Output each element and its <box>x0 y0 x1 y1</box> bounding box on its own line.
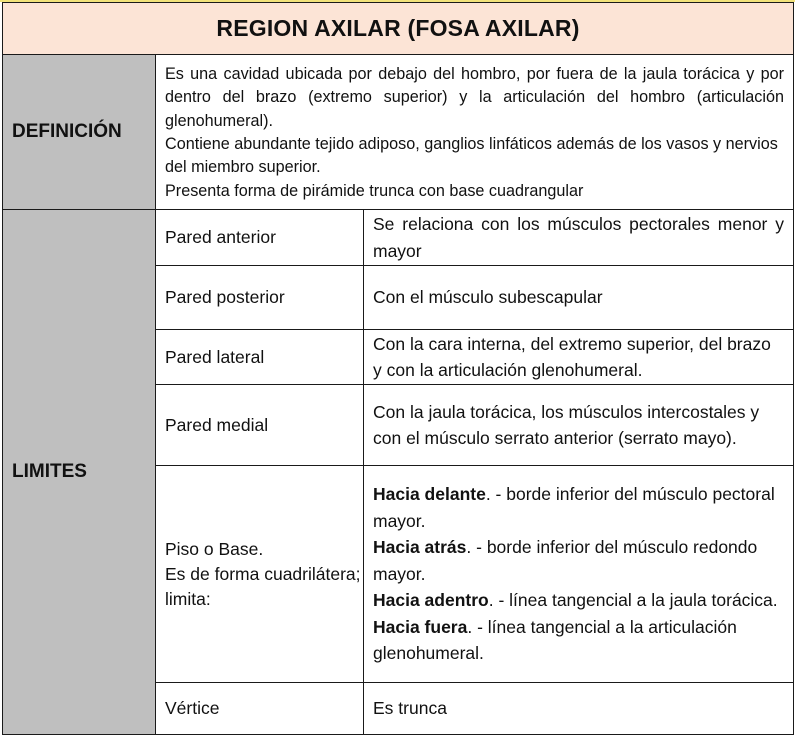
boundary-direction: Hacia delante <box>373 484 486 505</box>
base-name-line: Es de forma cuadrilátera; limita: <box>165 563 361 609</box>
boundary-direction: Hacia atrás <box>373 537 467 558</box>
limit-description: Con la cara interna, del extremo superior, del brazo y con la articulación glenohumeral. <box>364 330 794 385</box>
limit-name: Vértice <box>156 683 364 735</box>
limit-description: Es trunca <box>364 683 794 735</box>
limits-label: LIMITES <box>3 210 156 735</box>
definition-label: DEFINICIÓN <box>3 55 156 210</box>
definition-paragraph: Presenta forma de pirámide trunca con base cuadrangular <box>165 181 584 200</box>
base-boundary-item <box>373 587 784 614</box>
table-title: REGION AXILAR (FOSA AXILAR) <box>3 3 794 55</box>
base-name-line: Piso o Base. <box>165 538 264 559</box>
axillary-region-table <box>2 2 794 735</box>
boundary-text: . - línea tangencial a la jaula torácica. <box>488 590 778 611</box>
title-row <box>3 3 794 55</box>
boundary-text: . - borde inferior del músculo pectoral mayor. <box>373 484 775 531</box>
limit-name: Pared lateral <box>156 330 364 385</box>
limit-name: Pared anterior <box>156 210 364 266</box>
definition-text <box>156 55 794 210</box>
limit-name: Pared posterior <box>156 266 364 330</box>
definition-row <box>3 55 794 210</box>
definition-paragraph: Es una cavidad ubicada por debajo del hombro, por fuera de la jaula torácica y por dentro del brazo (extremo superior) y la articulación del hombro (articulación glenohumeral). <box>165 64 784 130</box>
base-boundaries <box>364 466 794 683</box>
limit-name <box>156 466 364 683</box>
base-boundary-item <box>373 534 784 587</box>
definition-paragraph: Contiene abundante tejido adiposo, ganglios linfáticos además de los vasos y nervios del miembro superior. <box>165 135 778 177</box>
limit-name: Pared medial <box>156 385 364 466</box>
boundary-text: . - línea tangencial a la articulación glenohumeral. <box>373 616 737 664</box>
boundary-text: . - borde inferior del músculo redondo mayor. <box>373 537 758 584</box>
limit-description: Con la jaula torácica, los músculos intercostales y con el músculo serrato anterior (serrato mayo). <box>364 385 794 466</box>
base-boundary-item <box>373 614 784 667</box>
boundary-direction: Hacia fuera <box>373 616 468 637</box>
limit-description: Se relaciona con los músculos pectorales menor y mayor <box>364 210 794 266</box>
limit-description: Con el músculo subescapular <box>364 266 794 330</box>
boundary-direction: Hacia adentro <box>373 590 489 611</box>
limit-row <box>3 210 794 266</box>
base-boundary-item <box>373 481 784 534</box>
